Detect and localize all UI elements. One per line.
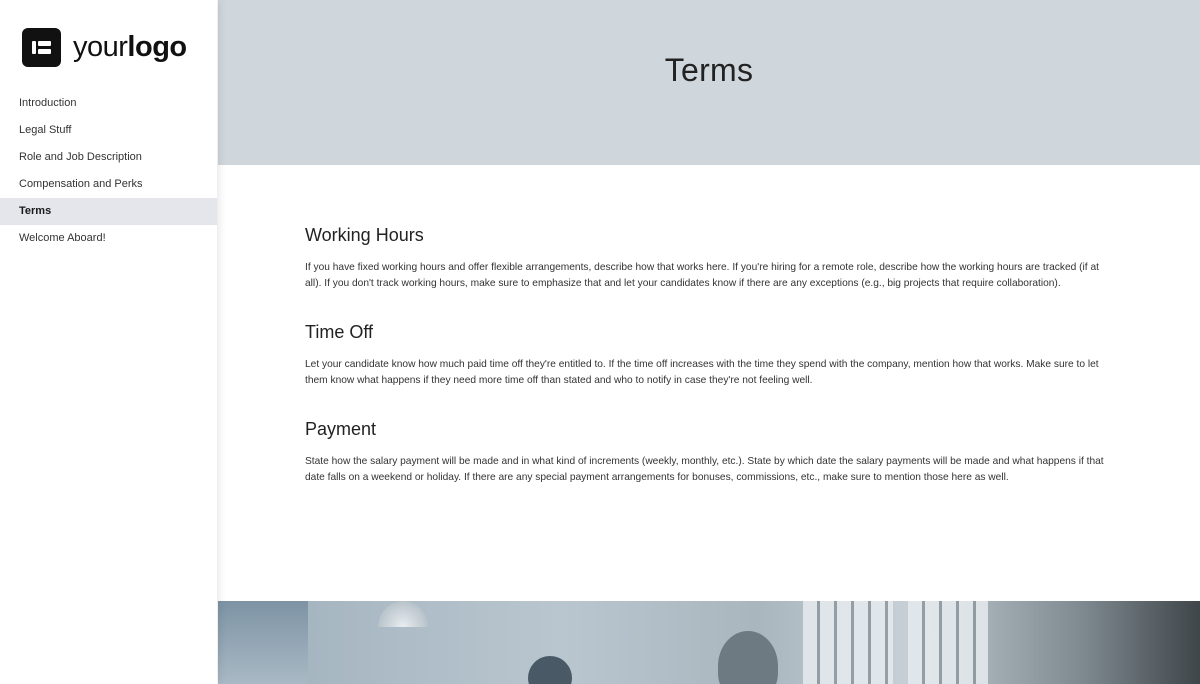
section-payment [305,416,1117,485]
hero-banner [218,0,1200,165]
pendant-lamp [378,601,428,627]
photo-left-panel [218,601,308,684]
logo-text-regular: your [73,31,128,63]
window [908,601,988,684]
nav-item-introduction[interactable]: Introduction [19,97,77,109]
sidebar-nav [0,90,217,252]
section-heading: Time Off [305,322,374,342]
logo-text [73,31,187,64]
window [803,601,893,684]
office-photo [218,601,1200,684]
main-content [305,222,1117,485]
section-body: State how the salary payment will be made and in what kind of increments (weekly, monthly, etc.). State by which date the salary payments will be made and what happens if that date falls on a weekend or holiday. If there are any special payment arrangements for bonuses, commissions, etc., make sure to mention those here as well. [305,456,1104,483]
person-silhouette [528,656,572,684]
logo-mark-icon [22,28,61,67]
nav-item-legal-stuff[interactable]: Legal Stuff [19,124,72,136]
nav-item-welcome-aboard[interactable]: Welcome Aboard! [19,232,106,244]
logo-text-bold: logo [127,31,187,63]
sidebar [0,0,217,684]
nav-item-role-and-job-description[interactable]: Role and Job Description [19,151,142,163]
nav-item-compensation-and-perks[interactable]: Compensation and Perks [19,178,143,190]
nav-item-terms[interactable]: Terms [0,198,217,225]
section-working-hours [305,222,1117,291]
logo[interactable] [22,28,187,67]
section-body: If you have fixed working hours and offer flexible arrangements, describe how that works here. If you're hiring for a remote role, describe how the working hours are tracked (if at all). If you don't track working hours, make sure to emphasize that and let your candidates know if there are any exceptions (e.g., big projects that require collaboration). [305,262,1099,289]
section-body: Let your candidate know how much paid time off they're entitled to. If the time off increases with the time they spend with the company, mention how that works. Make sure to let them know what happens if they need more time off than stated and who to notify in case they're not feeling well. [305,359,1099,386]
section-heading: Working Hours [305,225,424,245]
section-time-off [305,319,1117,388]
person-silhouette [718,631,778,684]
page-title: Terms [664,52,754,88]
section-heading: Payment [305,419,377,439]
